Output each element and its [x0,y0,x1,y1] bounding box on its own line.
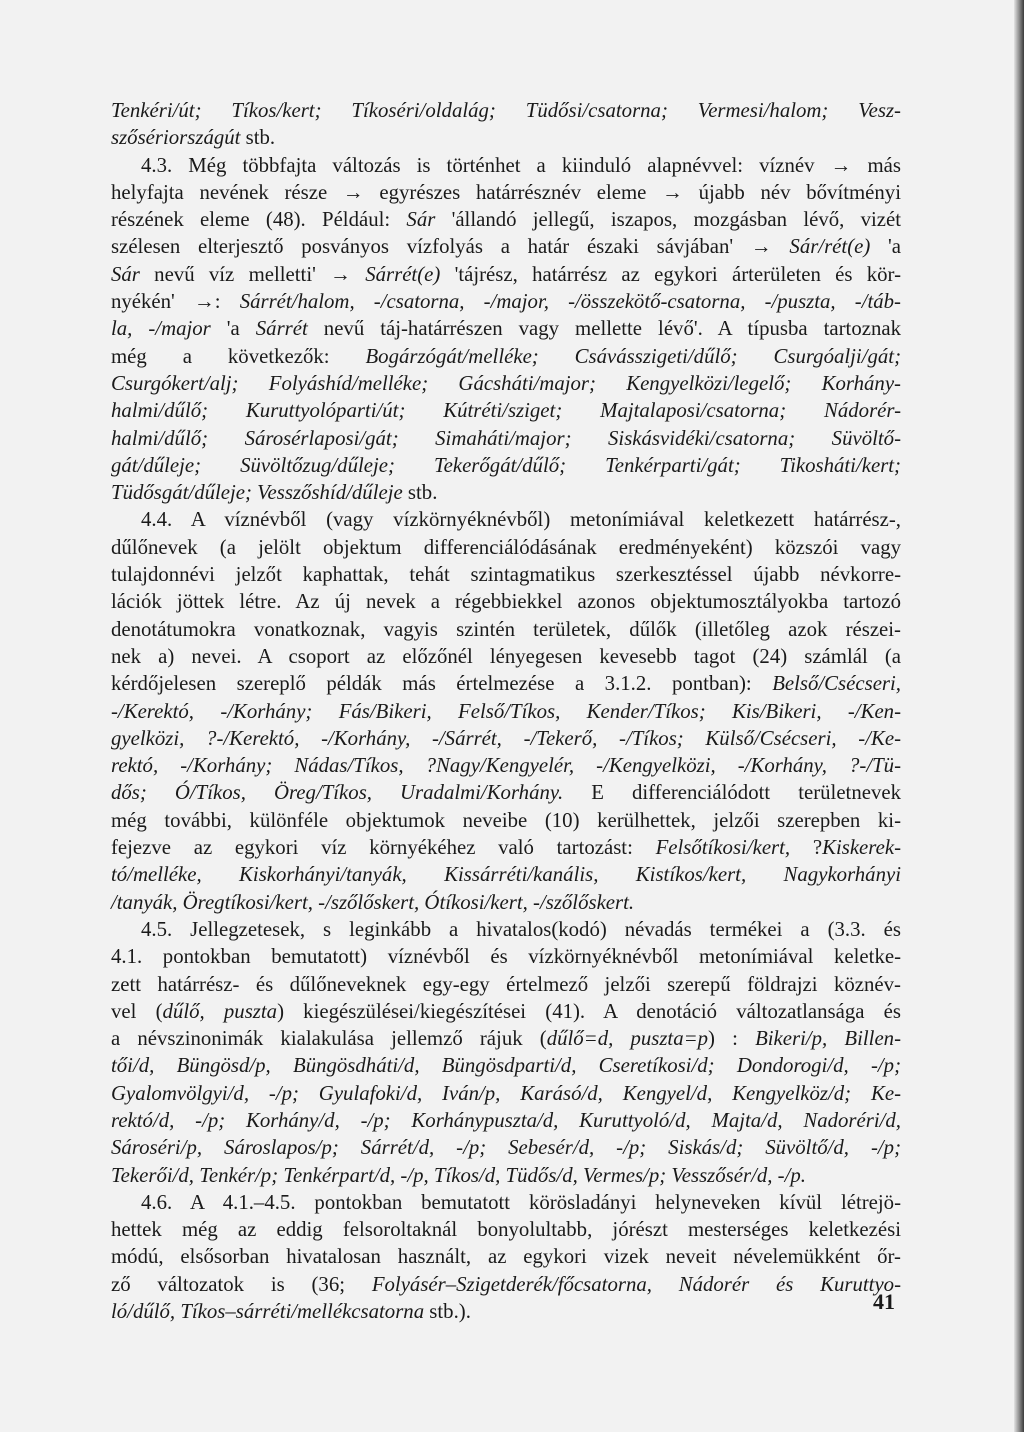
text-line: Tenkéri/út; Tíkos/kert; Tíkoséri/oldalág; Tüdősi/csatorna; Vermesi/halom; Vesz- [111,99,901,122]
body-text [111,97,901,1325]
text-line: tői/d, Büngösd/p, Büngösdháti/d, Büngösdparti/d, Cseretíkosi/d; Dondorogi/d, -/p; [111,1054,901,1078]
text-line: tó/melléke, Kiskorhányi/tanyák, Kissárréti/kanális, Kistíkos/kert, Nagykorhányi [111,863,901,887]
text-line: részének eleme (48). Például: Sár 'állandó jellegű, iszapos, mozgásban lévő, vizét [111,208,901,232]
text-line: dős; Ó/Tíkos, Öreg/Tíkos, Uradalmi/Korhány. E differenciálódott területnevek [111,781,901,805]
text-line: a névszinonimák kialakulása jellemző rájuk (dűlő=d, puszta=p) : Bikeri/p, Billen- [111,1027,901,1051]
text-line: Csurgókert/alj; Folyáshíd/melléke; Gácsháti/major; Kengyelközi/legelő; Korhány- [111,371,901,395]
text-line: kérdőjelesen szereplő példák más értelmezése a 3.1.2. pontban): Belső/Csécseri, [111,672,901,696]
text-line: fejezve az egykori víz környékéhez való tartozást: Felsőtíkosi/kert, ?Kiskerek- [111,836,901,860]
text-line: -/Kerektó, -/Korhány; Fás/Bikeri, Felső/Tíkos, Kender/Tíkos; Kis/Bikeri, -/Ken- [111,699,901,723]
page-number: 41 [873,1289,895,1314]
text-line: /tanyák, Öregtíkosi/kert, -/szőlőskert, Ótíkosi/kert, -/szőlőskert. [111,890,635,914]
text-line: zett határrész- és dűlőneveknek egy-egy értelmező jelzői szerepű földrajzi köznév- [111,972,901,996]
text-line: még további, különféle objektumok neveibe (10) kerülhettek, jelzői szerepben ki- [111,808,901,832]
text-line: Tekerői/d, Tenkér/p; Tenkérpart/d, -/p, Tíkos/d, Tüdős/d, Vermes/p; Vesszősér/d, -/p. [111,1163,806,1187]
text-line: gát/dűleje; Süvöltőzug/dűleje; Tekerőgát/dűlő; Tenkérparti/gát; Tikosháti/kert; [111,453,901,477]
text-line: 4.1. pontokban bemutatott) víznévből és vízkörnyéknévből metonímiával keletke- [111,945,901,969]
text-line: vel (dűlő, puszta) kiegészülései/kiegészítései (41). A denotáció változatlansága és [111,999,901,1023]
text-line: 4.5. Jellegzetesek, s leginkább a hivatalos(kodó) névadás termékei a (3.3. és [141,917,901,941]
text-line: nek a) nevei. A csoport az előzőnél lényegesen kevesebb tagot (24) számlál (a [111,644,901,668]
text-line: még a következők: Bogárzógát/melléke; Csávásszigeti/dűlő; Csurgóalji/gát; [111,344,901,368]
text-line: ző változatok is (36; Folyásér–Szigetderék/főcsatorna, Nádorér és Kuruttyo- [111,1272,902,1296]
text-line: hettek még az eddig felsoroltaknál bonyolultabb, jórészt mesterséges keletkezési [111,1218,901,1242]
page-edge-shadow [1014,0,1024,1432]
text-line: gyelközi, ?-/Kerektó, -/Korhány, -/Sárrét, -/Tekerő, -/Tíkos; Külső/Csécseri, -/Ke- [111,726,901,750]
text-line: 4.6. A 4.1.–4.5. pontokban bemutatott körösladányi helyneveken kívül létrejö- [141,1190,901,1214]
text-line: Gyalomvölgyi/d, -/p; Gyulafoki/d, Iván/p, Karásó/d, Kengyel/d, Kengyelköz/d; Ke- [111,1081,901,1105]
text-line: helyfajta nevének része → egyrészes határrésznév eleme → újabb név bővítményi [111,180,901,204]
text-line: halmi/dűlő; Kuruttyolóparti/út; Kútréti/sziget; Majtalaposi/csatorna; Nádorér- [111,399,901,423]
text-line: rektó, -/Korhány; Nádas/Tíkos, ?Nagy/Kengyelér, -/Kengyelközi, -/Korhány, ?-/Tü- [111,754,901,778]
text-line: Tüdősgát/dűleje; Vesszőshíd/dűleje stb. [111,481,438,505]
text-line: szősériországút stb. [111,126,276,150]
text-line: szélesen elterjesztő posványos vízfolyás a határ északi sávjában' → Sár/rét(e) 'a [111,235,901,259]
text-line: rektó/d, -/p; Korhány/d, -/p; Korhánypuszta/d, Kuruttyoló/d, Majta/d, Nadoréri/d, [111,1108,901,1132]
text-line: nyékén' →: Sárrét/halom, -/csatorna, -/major, -/összekötő-csatorna, -/puszta, -/táb- [111,290,901,314]
text-line: Sároséri/p, Sároslapos/p; Sárrét/d, -/p; Sebesér/d, -/p; Siskás/d; Süvöltő/d, -/p; [111,1136,901,1160]
text-line: módú, elsősorban hivatalosan használt, az egykori vizek neveit névelemükként őr- [111,1245,901,1269]
text-line: tulajdonnévi jelzőt kaphattak, tehát szintagmatikus szerkesztéssel újabb névkorre- [111,563,901,587]
text-line: dűlőnevek (a jelölt objektum differenciálódásának eredményeként) közszói vagy [111,535,901,559]
text-line: halmi/dűlő; Sárosérlaposi/gát; Simaháti/major; Siskásvidéki/csatorna; Süvöltő- [111,426,901,450]
text-line: 4.4. A víznévből (vagy vízkörnyéknévből) metonímiával keletkezett határrész-, [141,508,901,532]
text-line: la, -/major 'a Sárrét nevű táj-határrészen vagy mellette lévő'. A típusba tartoznak [111,317,901,341]
text-line: denotátumokra vonatkoznak, vagyis szintén területek, dűlők (illetőleg azok részei- [111,617,901,641]
text-line: ló/dűlő, Tíkos–sárréti/mellékcsatorna stb.). [111,1300,471,1324]
text-line: Sár nevű víz melletti' → Sárrét(e) 'tájrész, határrész az egykori árterületen és kör- [111,262,901,286]
text-line: lációk jöttek létre. Az új nevek a régebbiekkel azonos objektumosztályokba tartozó [111,590,901,614]
text-line: 4.3. Még többfajta változás is történhet a kiinduló alapnévvel: víznév → más [141,153,901,177]
